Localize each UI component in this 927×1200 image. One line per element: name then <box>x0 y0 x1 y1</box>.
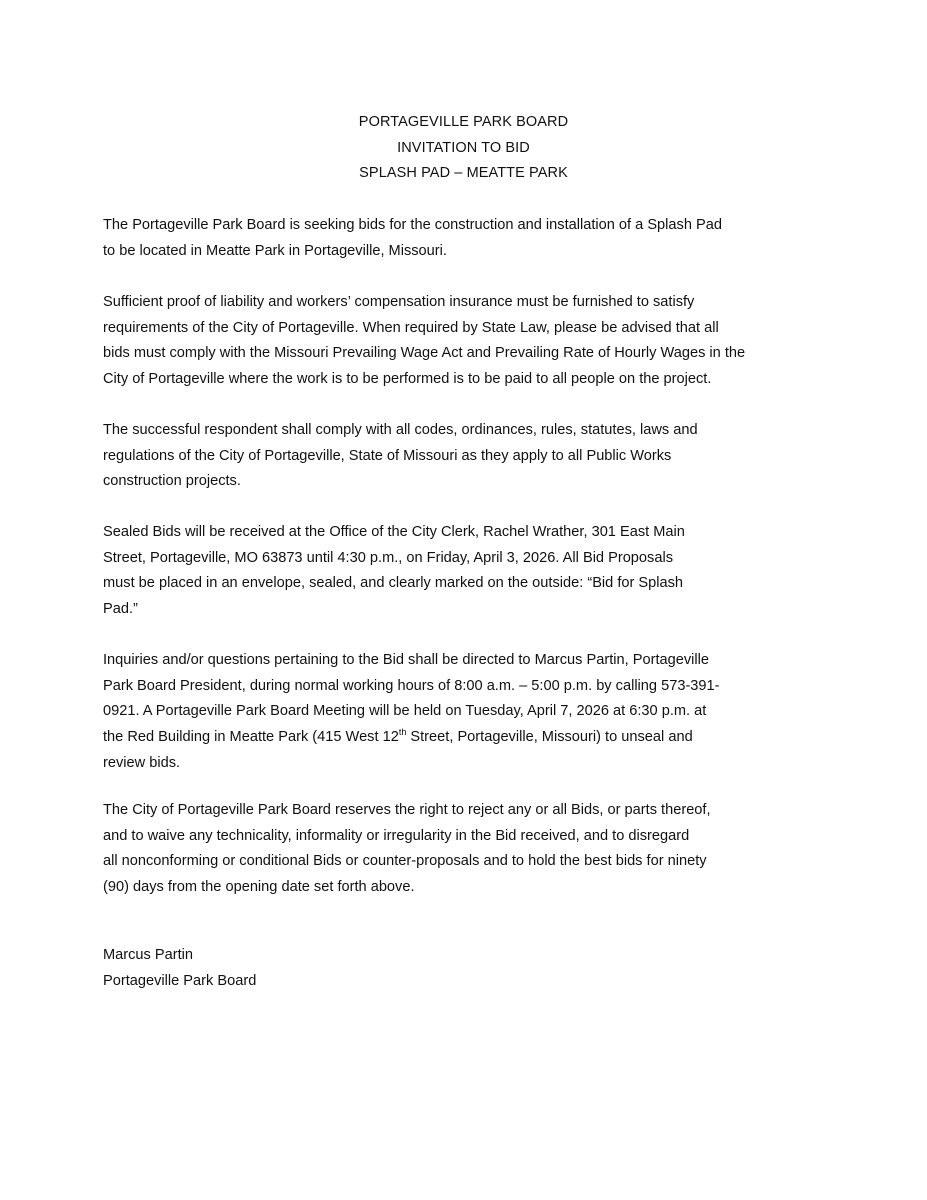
text-line: construction projects. <box>103 473 241 490</box>
signature-name: Marcus Partin <box>103 947 194 963</box>
text-line: The City of Portageville Park Board reserves the right to reject any or all Bids, or parts thereof, <box>103 802 711 818</box>
header-organization: PORTAGEVILLE PARK BOARD <box>358 114 569 130</box>
text-line: and to waive any technicality, informality or irregularity in the Bid received, and to disregard <box>103 827 690 844</box>
paragraph-reservation <box>103 798 823 901</box>
text-line: City of Portageville where the work is to be performed is to be paid to all people on the project. <box>103 371 712 388</box>
text-segment: the Red Building in Meatte Park (415 West 12 <box>103 729 399 746</box>
signature-organization: Portageville Park Board <box>103 972 257 989</box>
text-segment: Street, Portageville, Missouri) to unseal and <box>406 729 693 746</box>
paragraph-insurance <box>103 290 823 393</box>
text-line: 0921. A Portageville Park Board Meeting will be held on Tuesday, April 7, 2026 at 6:30 p.m. at <box>103 703 707 720</box>
text-line: to be located in Meatte Park in Portageville, Missouri. <box>103 242 447 259</box>
text-line: review bids. <box>103 754 181 771</box>
text-line: The Portageville Park Board is seeking bids for the construction and installation of a Splash Pad <box>103 217 722 233</box>
text-line <box>103 725 823 751</box>
text-line: Pad.” <box>103 601 138 618</box>
text-line: Park Board President, during normal working hours of 8:00 a.m. – 5:00 p.m. by calling 573-391- <box>103 677 720 694</box>
text-line: must be placed in an envelope, sealed, and clearly marked on the outside: “Bid for Splash <box>103 575 684 592</box>
text-line: The successful respondent shall comply with all codes, ordinances, rules, statutes, laws and <box>103 422 698 438</box>
ordinal-superscript: th <box>398 727 407 738</box>
header-subject: SPLASH PAD – MEATTE PARK <box>359 165 568 181</box>
text-line: requirements of the City of Portageville. When required by State Law, please be advised that all <box>103 319 719 336</box>
paragraph-intro <box>103 213 823 264</box>
paragraph-compliance <box>103 418 823 495</box>
signature-block <box>103 943 823 994</box>
text-line: Street, Portageville, MO 63873 until 4:30 p.m., on Friday, April 3, 2026. All Bid Proposals <box>103 549 673 566</box>
text-line: Sufficient proof of liability and workers’ compensation insurance must be furnished to satisfy <box>103 294 695 310</box>
document-header <box>0 110 927 187</box>
text-line: bids must comply with the Missouri Prevailing Wage Act and Prevailing Rate of Hourly Wages in the <box>103 345 746 362</box>
text-line: Sealed Bids will be received at the Office of the City Clerk, Rachel Wrather, 301 East Main <box>103 524 685 540</box>
text-line: regulations of the City of Portageville, State of Missouri as they apply to all Public Works <box>103 447 672 464</box>
text-line: all nonconforming or conditional Bids or counter-proposals and to hold the best bids for ninety <box>103 853 707 870</box>
text-line: (90) days from the opening date set forth above. <box>103 879 415 896</box>
paragraph-submission <box>103 520 823 623</box>
text-line: Inquiries and/or questions pertaining to the Bid shall be directed to Marcus Partin, Portageville <box>103 652 709 668</box>
paragraph-inquiries <box>103 648 823 777</box>
header-title: INVITATION TO BID <box>397 139 530 156</box>
